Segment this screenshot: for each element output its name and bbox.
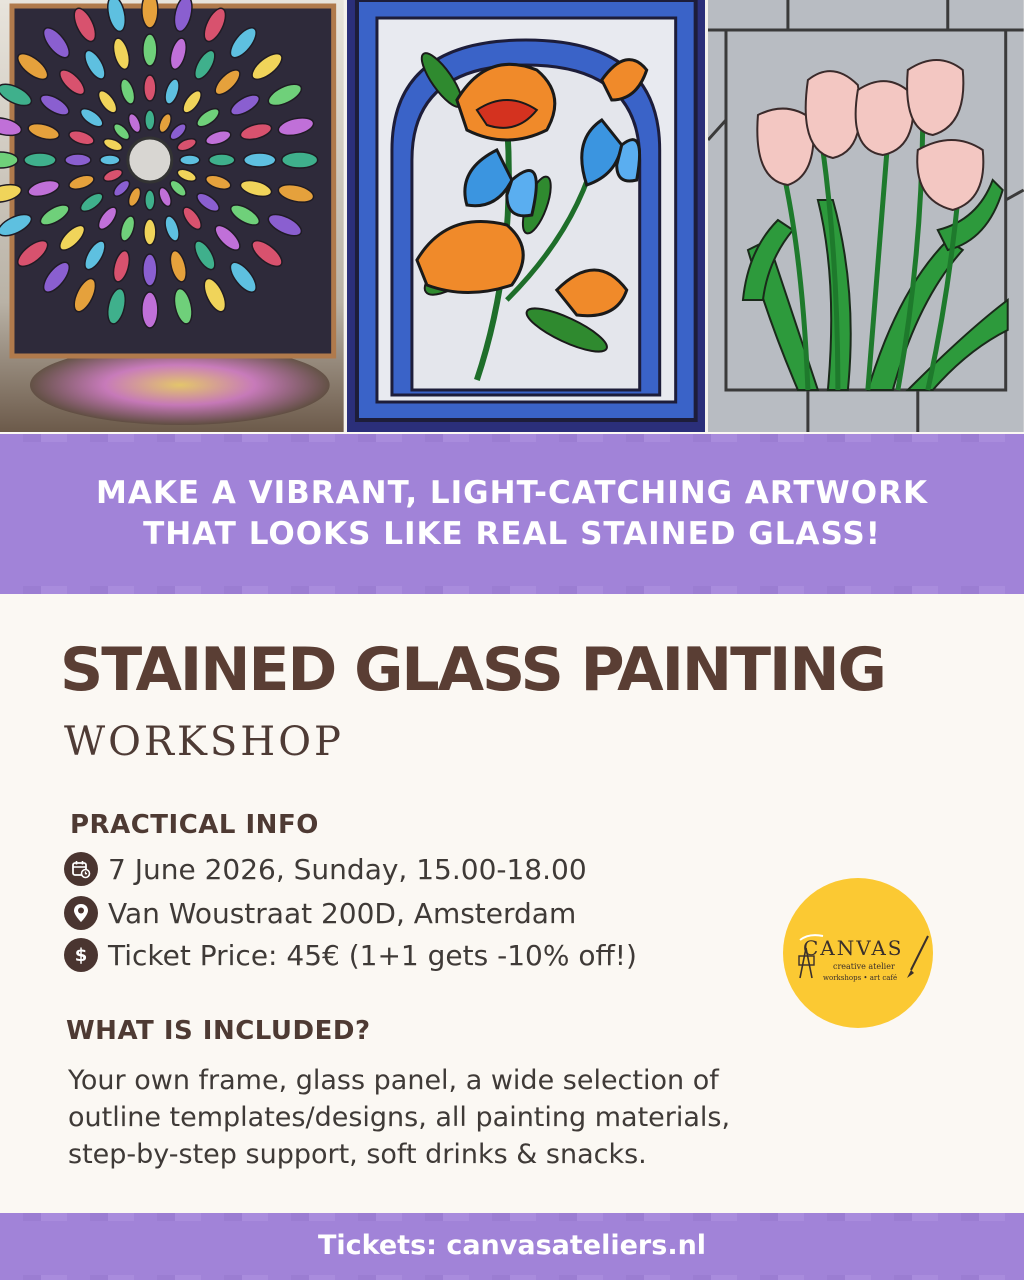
tagline (0, 473, 1024, 555)
page-subtitle: WORKSHOP (64, 719, 344, 765)
canvas-logo (783, 878, 933, 1028)
mandala-stained-glass-photo (0, 0, 344, 432)
page-title: STAINED GLASS PAINTING (60, 635, 885, 705)
included-heading: WHAT IS INCLUDED? (66, 1016, 371, 1046)
logo-tagline: workshops • art café (823, 974, 898, 982)
tagline-banner (0, 437, 1024, 591)
practical-info-heading: PRACTICAL INFO (70, 810, 319, 840)
tagline-line-1: MAKE A VIBRANT, LIGHT-CATCHING ARTWORK (96, 475, 928, 511)
info-price: Ticket Price: 45€ (1+1 gets -10% off!) (108, 938, 637, 972)
photo-strip (0, 0, 1024, 432)
included-line-1: Your own frame, glass panel, a wide selection of (68, 1065, 719, 1096)
logo-subtitle: creative atelier (833, 962, 895, 971)
info-location-row (64, 896, 576, 930)
logo-name: CANVAS (803, 936, 904, 960)
included-line-2: outline templates/designs, all painting materials, (68, 1102, 731, 1133)
tulip-stained-glass-photo (708, 0, 1024, 432)
tickets-link[interactable]: Tickets: canvasateliers.nl (317, 1230, 707, 1261)
tickets-banner (0, 1216, 1024, 1280)
info-location: Van Woustraat 200D, Amsterdam (108, 896, 577, 930)
info-price-row (64, 938, 637, 972)
info-date: 7 June 2026, Sunday, 15.00-18.00 (108, 852, 587, 886)
dollar-icon (64, 938, 98, 972)
info-date-row (64, 852, 587, 886)
poppy-butterfly-stained-glass-photo (347, 0, 706, 432)
tagline-line-2: THAT LOOKS LIKE REAL STAINED GLASS! (143, 516, 881, 552)
included-description (68, 1062, 788, 1173)
calendar-clock-icon (64, 852, 98, 886)
included-line-3: step-by-step support, soft drinks & snacks. (68, 1139, 647, 1170)
map-pin-icon (64, 896, 98, 930)
svg-text:$: $ (74, 945, 88, 966)
